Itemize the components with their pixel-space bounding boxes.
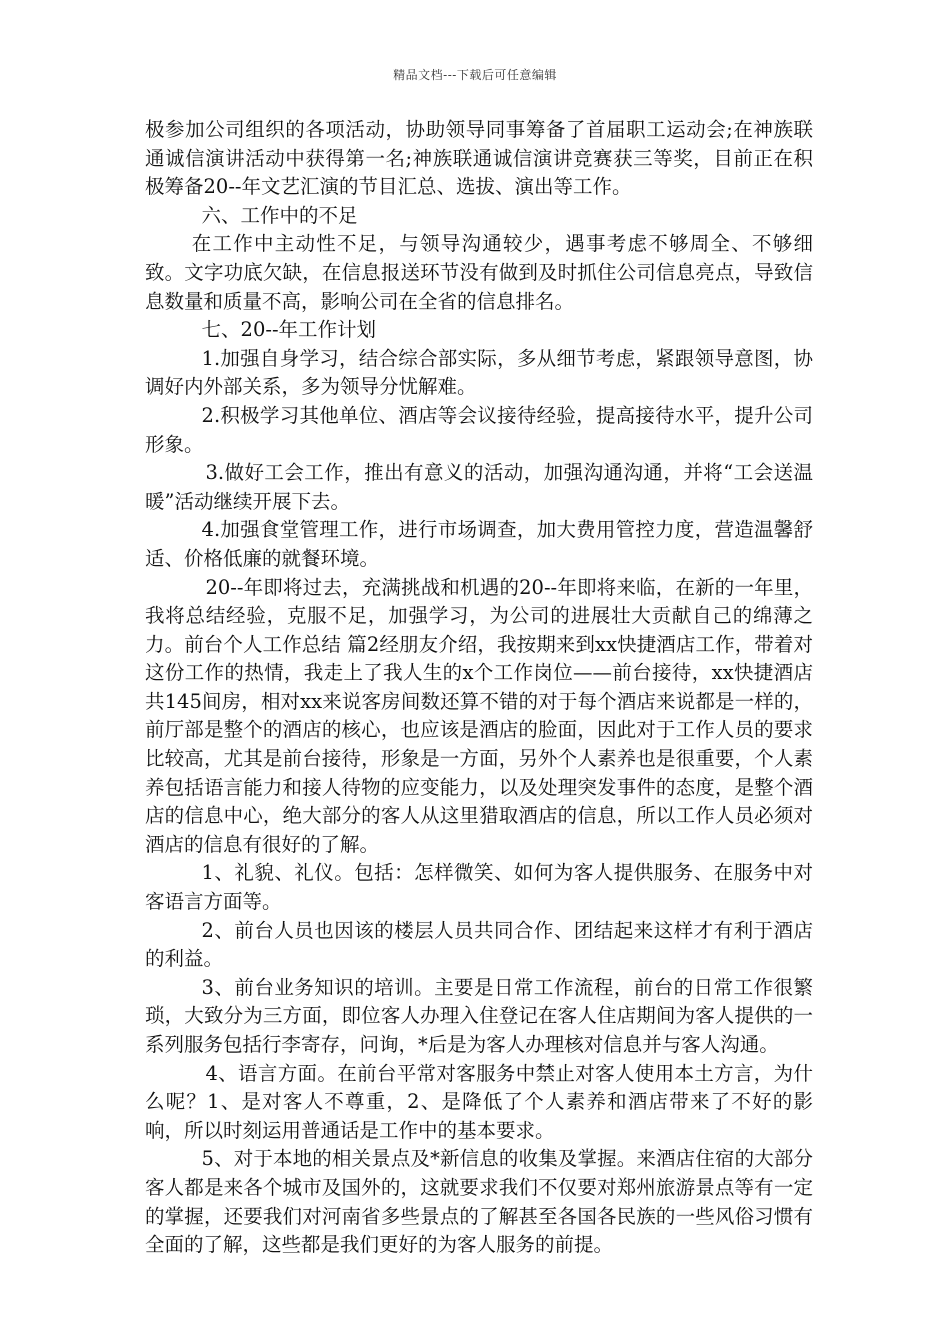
page-header: 精品文档---下载后可任意编辑 — [393, 68, 557, 82]
section-heading-plan: 七、20--年工作计划 — [201, 318, 377, 342]
training-item-5: 5、对于本地的相关景点及*新信息的收集及掌握。来酒店住宿的大部分客人都是来各个城市及国外的，这就要求我们不仅要对郑州旅游景点等有一定的掌握，还要我们对河南省多些景点的了解甚至各国各民族的一些风俗习惯有全面的了解，这些都是我们更好的为客人服务的前提。 — [145, 1147, 813, 1257]
paragraph-activities: 极参加公司组织的各项活动，协助领导同事筹备了首届职工运动会;在神族联通诚信演讲活动中获得第一名;神族联通诚信演讲竞赛获三等奖，目前正在积极筹备20--年文艺汇演的节目汇总、选拔、演出等工作。 — [145, 118, 813, 199]
training-item-2: 2、前台人员也因该的楼层人员共同合作、团结起来这样才有利于酒店的利益。 — [145, 918, 813, 971]
section-heading-shortcomings: 六、工作中的不足 — [201, 203, 358, 227]
paragraph-shortcomings: 在工作中主动性不足，与领导沟通较少，遇事考虑不够周全、不够细致。文字功底欠缺，在信息报送环节没有做到及时抓住公司信息亮点，导致信息数量和质量不高，影响公司在全省的信息排名。 — [145, 232, 813, 313]
plan-item-3: 3.做好工会工作，推出有意义的活动，加强沟通沟通，并将“工会送温暖”活动继续开展下去。 — [145, 461, 813, 513]
paragraph-summary-and-hotel: 20--年即将过去，充满挑战和机遇的20--年即将来临，在新的一年里，我将总结经验，克服不足，加强学习，为公司的进展壮大贡献自己的绵薄之力。前台个人工作总结 篇2经朋友介绍，我按期来到xx快捷酒店工作，带着对这份工作的热情，我走上了我人生的x个工作岗位——前台接待，xx快捷酒店共145间房，相对xx来说客房间数还算不错的对于每个酒店来说都是一样的，前厅部是整个的酒店的核心，也应该是酒店的脸面，因此对于工作人员的要求比较高，尤其是前台接待，形象是一方面，另外个人素养也是很重要，个人素养包括语言能力和接人待物的应变能力，以及处理突发事件的态度，是整个酒店的信息中心，绝大部分的客人从这里猎取酒店的信息，所以工作人员必须对酒店的信息有很好的了解。 — [145, 575, 813, 856]
training-item-1: 1、礼貌、礼仪。包括：怎样微笑、如何为客人提供服务、在服务中对客语言方面等。 — [145, 861, 813, 914]
plan-item-4: 4.加强食堂管理工作，进行市场调查，加大费用管控力度，营造温馨舒适、价格低廉的就餐环境。 — [145, 518, 813, 570]
training-item-4: 4、语言方面。在前台平常对客服务中禁止对客人使用本土方言，为什么呢？1、是对客人不尊重，2、是降低了个人素养和酒店带来了不好的影响，所以时刻运用普通话是工作中的基本要求。 — [145, 1061, 813, 1142]
document-body — [145, 116, 813, 1260]
plan-item-2: 2.积极学习其他单位、酒店等会议接待经验，提高接待水平，提升公司形象。 — [145, 403, 813, 456]
training-item-3: 3、前台业务知识的培训。主要是日常工作流程，前台的日常工作很繁琐，大致分为三方面，即位客人办理入住登记在客人住店期间为客人提供的一系列服务包括行李寄存，问询，*后是为客人办理核对信息并与客人沟通。 — [145, 975, 813, 1056]
plan-item-1: 1.加强自身学习，结合综合部实际，多从细节考虑，紧跟领导意图，协调好内外部关系，多为领导分忧解难。 — [145, 346, 813, 399]
